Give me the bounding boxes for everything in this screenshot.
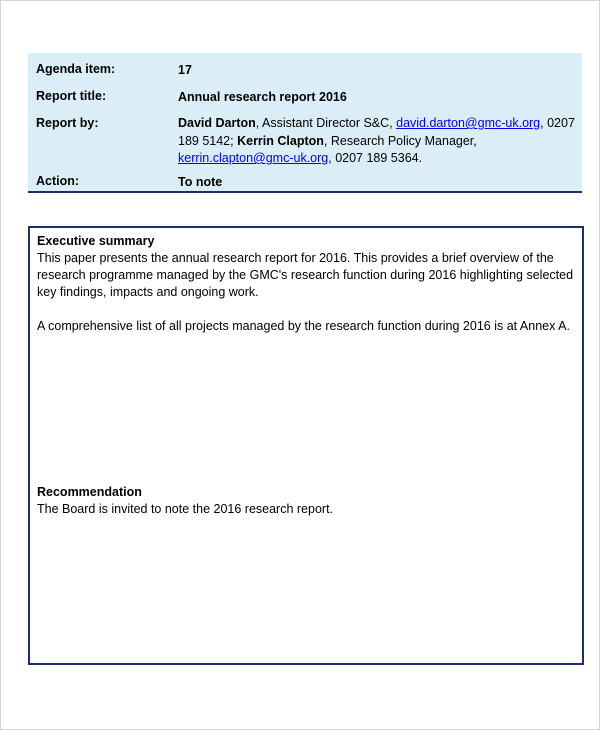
- author-1-name: David Darton: [178, 116, 256, 130]
- agenda-item-label: Agenda item:: [36, 62, 116, 76]
- report-title-value: Annual research report 2016: [178, 90, 347, 104]
- report-by-label: Report by:: [36, 116, 99, 130]
- report-title-label: Report title:: [36, 89, 107, 103]
- action-label: Action:: [36, 174, 80, 188]
- author-2-role: , Research Policy Manager,: [323, 133, 477, 148]
- recommendation-text: [37, 501, 577, 518]
- author-1-email-link[interactable]: david.darton@gmc-uk.org: [396, 116, 541, 130]
- report-by-value: [178, 115, 578, 168]
- recommendation-title: Recommendation: [37, 485, 142, 499]
- recommendation-paragraph: The Board is invited to note the 2016 research report.: [37, 502, 334, 516]
- author-2-name: Kerrin Clapton: [237, 133, 324, 148]
- author-2-email-link[interactable]: kerrin.clapton@gmc-uk.org: [178, 151, 329, 165]
- action-value: To note: [178, 175, 223, 189]
- author-2-phone: , 0207 189 5364.: [328, 151, 423, 165]
- header-divider: [28, 191, 582, 193]
- executive-summary-text: [37, 250, 577, 335]
- agenda-item-value: 17: [178, 63, 192, 77]
- report-header-table: [28, 53, 582, 193]
- executive-summary-box: [28, 226, 584, 665]
- executive-summary-title: Executive summary: [37, 234, 155, 248]
- author-1-role: , Assistant Director S&C,: [255, 116, 397, 130]
- author-1-phone: , 0207 189 5142;: [178, 116, 575, 148]
- summary-paragraph-1: This paper presents the annual research report for 2016. This provides a brief overview of the research programme managed by the GMC's research function during 2016 highlighting selected key findings, impacts and ongoing work.: [37, 251, 574, 299]
- summary-paragraph-2: A comprehensive list of all projects managed by the research function during 2016 is at Annex A.: [37, 319, 570, 333]
